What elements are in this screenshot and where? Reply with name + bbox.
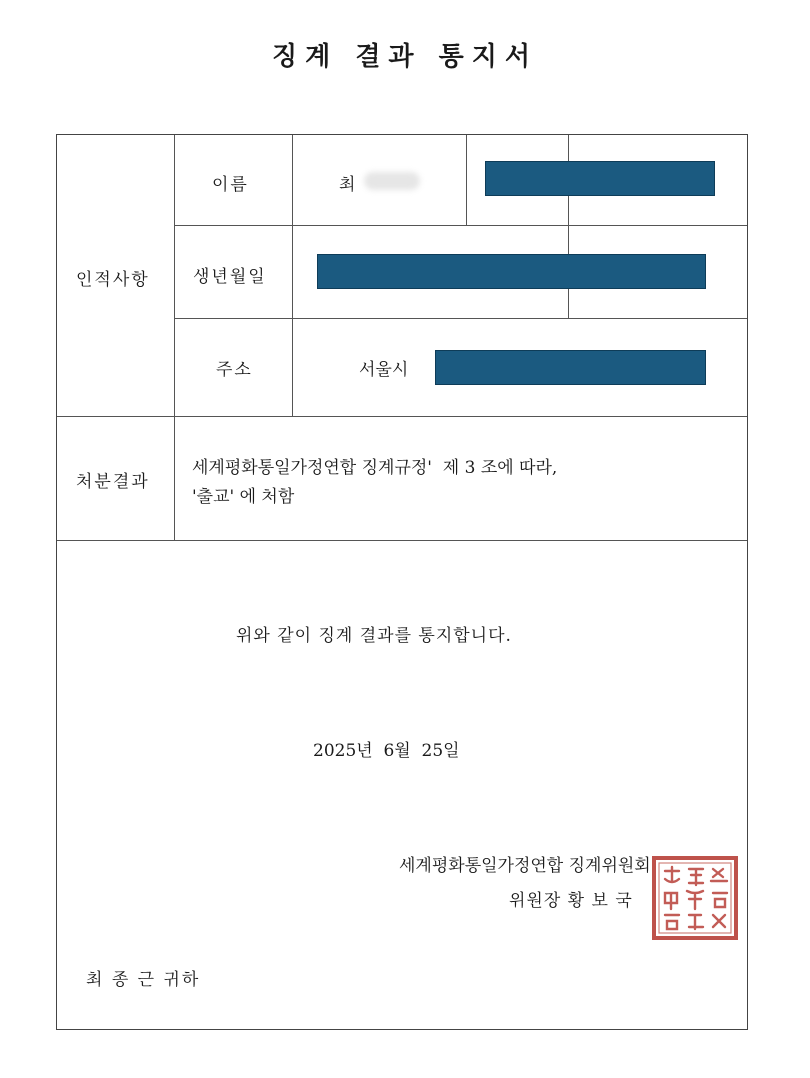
personal-section-label: 인적사항 [76,270,150,290]
official-seal-stamp [651,855,739,941]
name-redaction [485,161,715,196]
row-divider-name [175,225,747,226]
section-divider-disposition [57,540,747,541]
notice-date: 2025년 6월 25일 [313,741,460,761]
name-cell-divider [466,135,467,225]
disposition-line-1: 세계평화통일가정연합 징계규정' 제 3 조에 따라, [192,458,558,478]
disposition-section-label: 처분결과 [76,472,150,492]
birth-label: 생년월일 [193,267,267,287]
birth-redaction [317,254,706,289]
name-label: 이름 [212,175,249,195]
section-divider-personal [57,416,747,417]
notice-statement: 위와 같이 징계 결과를 통지합니다. [236,626,512,646]
address-redaction [435,350,706,385]
issuer-chairman: 위원장 황 보 국 [509,891,633,911]
label-column-divider [174,135,175,540]
row-divider-birth [175,318,747,319]
name-value: 최 [339,175,356,195]
field-column-divider [292,135,293,416]
address-value: 서울시 [359,360,409,380]
issuer-organization: 세계평화통일가정연합 징계위원회 [399,856,651,876]
disposition-line-2: '출교' 에 처함 [192,487,295,507]
name-blur [364,172,420,190]
recipient: 최 종 근 귀하 [86,970,201,990]
document-title: 징계 결과 통지서 [272,42,538,72]
address-label: 주소 [216,360,253,380]
